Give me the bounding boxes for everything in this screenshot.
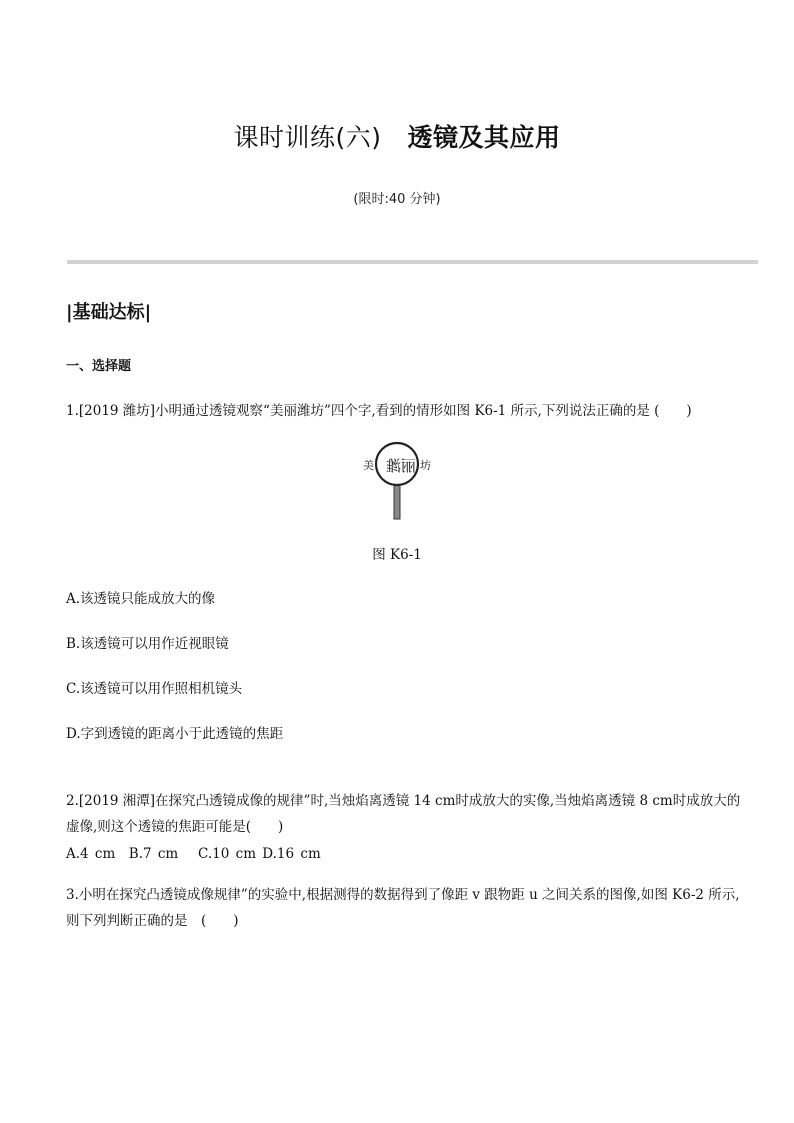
q1-option-c: C.该透镜可以用作照相机镜头 (66, 681, 243, 697)
q1-option-d: D.字到透镜的距离小于此透镜的焦距 (66, 726, 284, 742)
q2-options: A.4 cm B.7 cm C.10 cm D.16 cm (66, 846, 321, 862)
section-heading: |基础达标| (66, 302, 152, 323)
figure-char-lens: 丽潍 (385, 457, 416, 475)
question-1: 1.[2019 潍坊]小明通过透镜观察“美丽潍坊”四个字,看到的情形如图 K6-1 所示,下列说法正确的是 ( ) (66, 403, 692, 419)
title-topic: 透镜及其应用 (407, 123, 561, 152)
question-3: 3.小明在探究凸透镜成像规律”的实验中,根据测得的数据得到了像距 v 跟物距 u 之间关系的图像,如图 K6-2 所示,则下列判断正确的是 ( ) (66, 887, 740, 929)
time-limit: (限时:40 分钟) (353, 192, 441, 207)
page-title (0, 118, 794, 154)
divider-rule (67, 260, 758, 264)
magnifier-figure (360, 440, 440, 522)
magnifier-handle (394, 484, 400, 519)
figure-char-right: 坊 (420, 459, 431, 472)
q1-option-b: B.该透镜可以用作近视眼镜 (66, 636, 229, 652)
question-2: 2.[2019 湘潭]在探究凸透镜成像的规律”时,当烛焰离透镜 14 cm时成放大的实像,当烛焰离透镜 8 cm时成放大的虚像,则这个透镜的焦距可能是( ) (66, 793, 741, 835)
title-lesson: 课时训练(六) (233, 123, 382, 152)
subsection-heading: 一、选择题 (66, 359, 132, 374)
figure-caption: 图 K6-1 (372, 547, 422, 563)
figure-char-left: 美 (363, 459, 374, 472)
q1-option-a: A.该透镜只能成放大的像 (66, 591, 216, 607)
